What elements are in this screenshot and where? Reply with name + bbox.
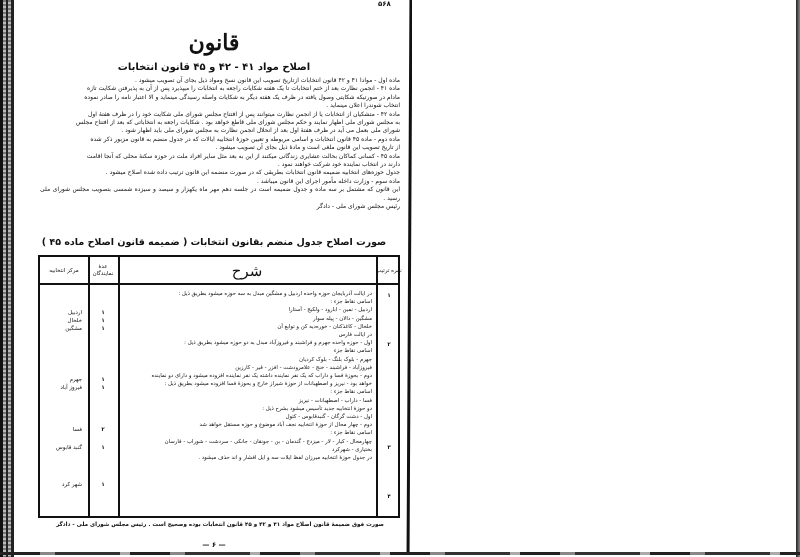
representative-count: ۱ <box>101 445 105 451</box>
description-line: دو حوزهٔ انتخابیه جدید تأسیس میشود بشرح ذیل : <box>262 405 372 412</box>
right-page-blank <box>412 0 800 557</box>
description-line: اسامی نقاط جزء <box>333 348 372 355</box>
signature-line: رئیس مجلس شورای ملی - دادگر <box>316 203 400 211</box>
description-line: فسا - داراب - اصطهبانات - نیریز <box>298 397 372 404</box>
row-number: ۴ <box>387 494 391 500</box>
description-line: دوم - بحوزهٔ فسا و داراب که یک نفر نماینده داشته یک نفر نماینده افزوده میشود و دارای دو نماینده <box>151 373 372 380</box>
row-number: ۳ <box>387 445 391 451</box>
bottom-page-edge <box>0 552 800 555</box>
electoral-center: جهرم <box>69 377 82 383</box>
electoral-center: شهر کرد <box>61 482 82 488</box>
header-description: شرح <box>231 261 263 280</box>
description-line: مشگین - دالان - پیله سوار <box>313 315 372 322</box>
electoral-districts-table <box>38 255 400 518</box>
description-line: اسامی نقاط جزء : <box>330 389 372 396</box>
paragraph: این قانون که مشتمل بر سه ماده و جدول ضمیمه است در جلسه دهم مهر ماه یکهزار و سیصد و سیزده شمسی بتصویب مجلس شورای ملی رسید . <box>40 186 400 202</box>
description-line: در ایالت فارس <box>338 332 372 339</box>
description-column <box>124 290 372 462</box>
electoral-center: گنبد قابوس <box>56 445 82 451</box>
description-line: در جدول حوزهٔ انتخابیه میرزان لفظ ایلات سه و ایل افشار و اند حذف میشود . <box>198 455 372 462</box>
description-line: اسامی نقاط جزء : <box>330 299 372 306</box>
paragraph: ماده ۴۵ - کسانی کماکان بحالت عشایری زندگانی میکنند از این به بعد مثل سایر افراد ملت در حوزه سکنهٔ محلی که آنجا اقامت <box>86 152 400 160</box>
representative-count: ۱ <box>101 385 105 391</box>
description-line: بختیاری - شهرکرد <box>332 446 372 453</box>
paragraph: از تاریخ تصویب این قانون ملغی است و مادهٔ ذیل بجای آن تصویب میشود . <box>215 144 400 152</box>
description-line: چهارمحال - کیار - لار - میزدج - گندمان - بن - جونقان - جانکی - سردشت - شوراب - فارسان <box>164 438 372 445</box>
description-line: جهرم - بلوک بلنگ - بلوک کردیان <box>299 356 372 363</box>
page-title: قانون <box>188 30 240 56</box>
page-number: — ۶ — <box>202 541 226 549</box>
paragraph: ماده ۴۲ - متشکیان از انتخابات یا از انجمن نظارت میتوانند پس از افتتاح مجلس شورای ملی شکایت خود را در ظرف هفتهٔ اول <box>88 110 400 118</box>
row-number: ۲ <box>387 342 391 348</box>
header-representatives: عدهٔ نمایندگان <box>92 264 114 277</box>
law-body-text <box>40 77 400 212</box>
description-line: اول - دشت گرگان - گنبدقابوس - کتول <box>285 414 372 421</box>
left-page <box>18 0 410 557</box>
electoral-center: فسا <box>72 427 82 433</box>
description-line: اول - حوزه واحده جهرم و فراشبند و فیروزآباد مبدل به دو حوزه میشود بطریق ذیل : <box>184 340 372 347</box>
representative-count: ۱ <box>101 377 105 383</box>
paragraph: ماده اول - موادا ۴۱ و ۴۲ قانون انتخابات ازتاریخ تصویب این قانون نسخ ومواد ذیل بجای آن تصویب میشود . <box>135 77 400 84</box>
header-row-number: نمره ترتیب <box>376 267 402 274</box>
representative-count: ۱ <box>101 310 105 316</box>
paragraph: ماده دوم - ماده ۴۵ قانون انتخابات و اسامی مربوطه و تعیین حوزهٔ انتخابیه ایالات که در جدول منضم به قانون مزبور ذکر شده <box>90 135 400 143</box>
paragraph: ماده ۴۱ - انجمن نظارت بعد از ختم انتخابات تا یک هفته شکایات راجعه به انتخابات را میپذیرد پس از آن به پذیرفتن شکایت تازه <box>87 85 400 93</box>
electoral-center: خلخال <box>67 318 82 324</box>
table-header-row <box>40 257 402 285</box>
representative-count: ۱ <box>101 318 105 324</box>
electoral-center: اردبیل <box>68 310 82 316</box>
header-electoral-center: مرکز انتخابیه <box>49 267 79 274</box>
description-line: اسامی نقاط جزء : <box>330 430 372 437</box>
electoral-center: مشگین <box>65 326 82 332</box>
description-line: اردبیل - نمین - ابارود - ولکیج - آستارا <box>288 307 372 314</box>
book-binding-edge <box>0 0 14 557</box>
representative-count: ۱ <box>101 326 105 332</box>
law-subtitle: اصلاح مواد ۴۱ - ۴۲ و ۴۵ قانون انتخابات <box>117 62 311 73</box>
paragraph: انتخاب شوندرا اعلان مینماید . <box>326 102 400 110</box>
table-body <box>40 287 398 516</box>
right-page-edge <box>796 0 800 557</box>
description-line: در ایالت آذربایجان حوزه واحده اردبیل و مشگین مبدل به سه حوزه میشود بطریق ذیل : <box>178 291 372 297</box>
paragraph: به مجلس شورای ملی اظهار نمایند و حکم مجلس شورای ملی قاطع خواهد بود . شکایات راجعه به انتخاباتی که بعد از افتتاح مجلس <box>75 119 400 127</box>
representative-count: ۱ <box>101 482 105 488</box>
description-line: خلخال - کاغذکنان - خوره‌دیه کن و توابع آن <box>277 323 372 330</box>
footer-certification-note: صورت فوق ضمیمهٔ قانون اصلاح مواد ۴۱ و ۴۲ و ۴۵ قانون انتخابات بوده وصحیح است . رئیس مجلس شورای ملی - دادگر <box>56 522 384 528</box>
top-page-mark: ۵۶۸ <box>378 0 391 8</box>
paragraph: دارند در انتخاب نماینده خود شرکت خواهند نمود . <box>277 161 400 169</box>
paragraph: جدول حوزه‌های انتخابیه ضمیمه قانون انتخابات بطریقی که در صورت منضمه این قانون ترتیب داده شده اصلاح میشود . <box>105 169 400 177</box>
paragraph: ماده سوم - وزارت داخله مأمور اجرای این قانون میباشد . <box>256 177 400 185</box>
table-title: صورت اصلاح جدول منضم بقانون انتخابات ( ضمیمه قانون اصلاح ماده ۴۵ ) <box>41 237 387 248</box>
representative-count: ۲ <box>101 427 105 433</box>
electoral-center: فیروز آباد <box>60 385 82 391</box>
row-number: ۱ <box>387 293 391 299</box>
description-line: دوم - چهار محال از حوزهٔ انتخابیه نجف آباد موضوع و حوزه مستقل خواهد شد <box>199 422 372 429</box>
description-line: خواهد بود - نیریز و اصطهبانات از حوزهٔ شیراز خارج و بحوزهٔ فسا افزوده میشود بطریق ذیل : <box>164 381 372 388</box>
paragraph: مادام در صورتیکه شکایتی وصول یافته در ظرف یک هفته دیگر به شکایات واصله رسیدگی مینماید و الا اعتبار نامه را صادر نموده <box>84 93 400 101</box>
description-line: فیروزآباد - فراشبند - خنج - علامرودشت - افزر - قیر - کارزین <box>235 364 372 371</box>
paragraph: شورای ملی بعمل می آید در ظرف هفتهٔ اول بعد از انحلال انجمن نظارت به مجلس شورای ملی باید اظهار شود . <box>121 127 400 135</box>
